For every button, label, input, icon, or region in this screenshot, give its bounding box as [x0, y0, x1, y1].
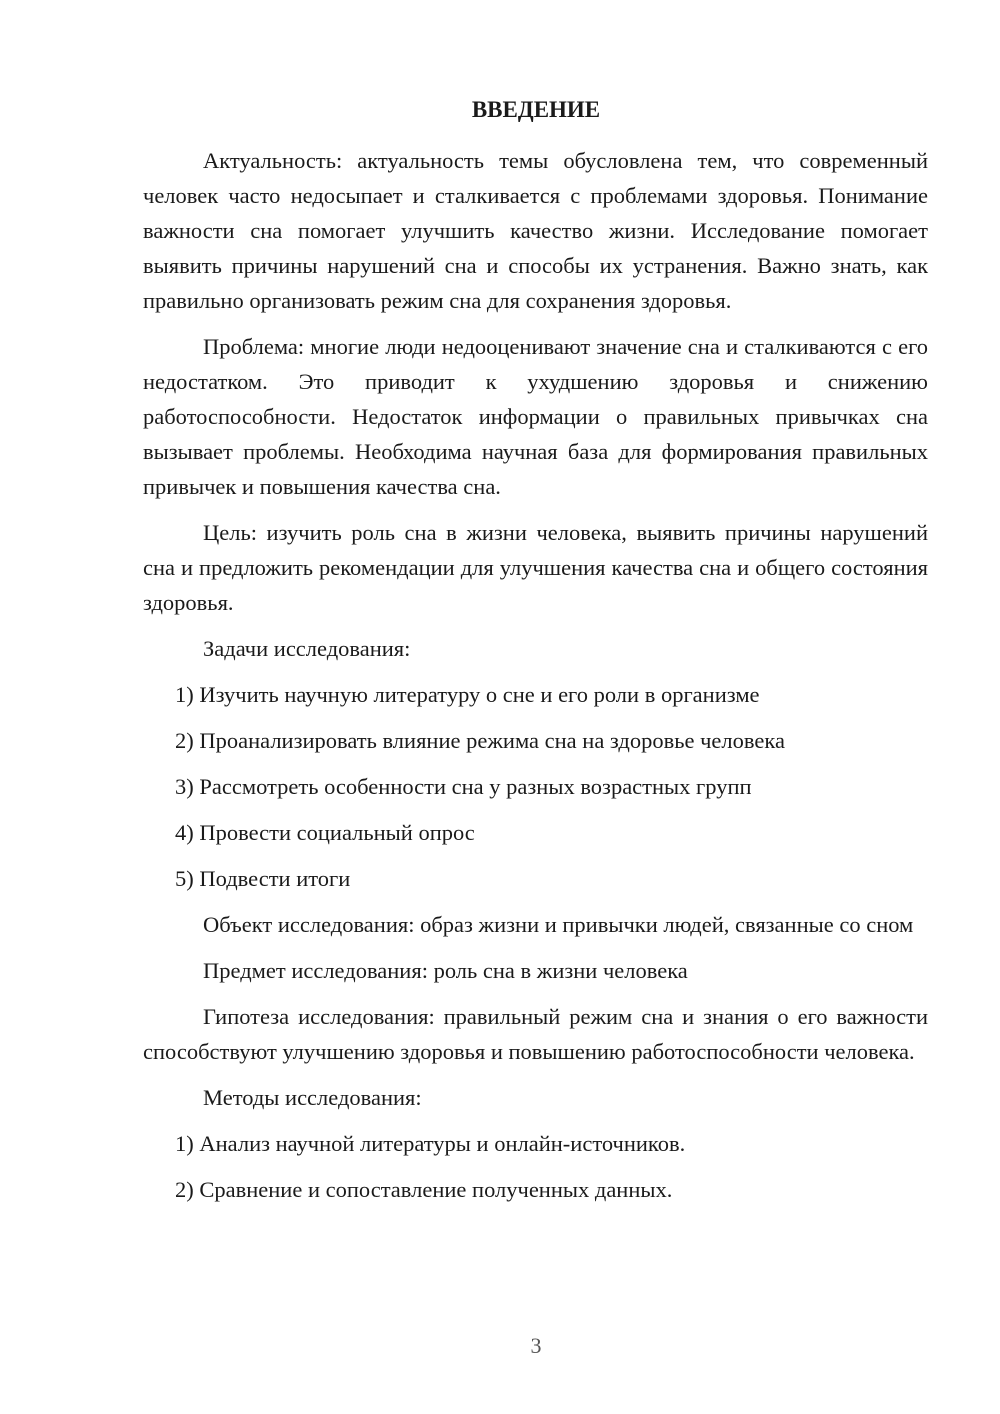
object-paragraph: Объект исследования: образ жизни и привычки людей, связанные со сном	[203, 912, 914, 937]
methods-heading: Методы исследования:	[203, 1085, 422, 1110]
tasks-heading: Задачи исследования:	[203, 636, 411, 661]
method-item: 1) Анализ научной литературы и онлайн-источников.	[175, 1131, 686, 1156]
page-number: 3	[530, 1333, 542, 1358]
task-item: 4) Провести социальный опрос	[175, 820, 475, 845]
task-item: 2) Проанализировать влияние режима сна на здоровье человека	[175, 728, 785, 753]
page-title: ВВЕДЕНИЕ	[471, 97, 601, 122]
goal-paragraph: Цель: изучить роль сна в жизни человека, выявить причины нарушений сна и предложить рекомендации для улучшения качества сна и общего состояния здоровья.	[143, 520, 928, 615]
hypothesis-paragraph: Гипотеза исследования: правильный режим сна и знания о его важности способствуют улучшению здоровья и повышению работоспособности человека.	[143, 1004, 928, 1064]
relevance-paragraph: Актуальность: актуальность темы обусловлена тем, что современный человек часто недосыпает и сталкивается с проблемами здоровья. Понимание важности сна помогает улучшить качество жизни. Исследование помогает выявить причины нарушений сна и способы их устранения. Важно знать, как правильно организовать режим сна для сохранения здоровья.	[143, 148, 928, 313]
document-body	[143, 143, 928, 1218]
subject-paragraph: Предмет исследования: роль сна в жизни человека	[203, 958, 688, 983]
task-item: 3) Рассмотреть особенности сна у разных возрастных групп	[175, 774, 752, 799]
task-item: 1) Изучить научную литературу о сне и его роли в организме	[175, 682, 760, 707]
method-item: 2) Сравнение и сопоставление полученных данных.	[175, 1177, 673, 1202]
problem-paragraph: Проблема: многие люди недооценивают значение сна и сталкиваются с его недостатком. Это приводит к ухудшению здоровья и снижению работоспособности. Недостаток информации о правильных привычках сна вызывает проблемы. Необходима научная база для формирования правильных привычек и повышения качества сна.	[143, 334, 928, 499]
task-item: 5) Подвести итоги	[175, 866, 351, 891]
